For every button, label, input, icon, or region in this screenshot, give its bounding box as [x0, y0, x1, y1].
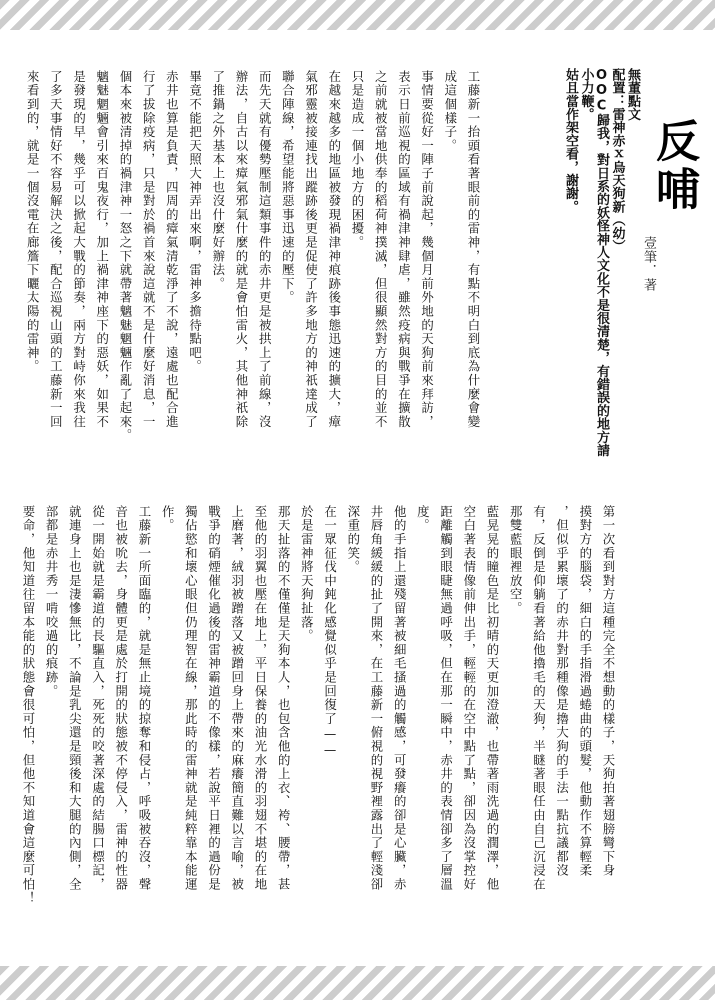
- story-line: 第一次看到對方這種完全不想動的樣子，天狗拍著翅膀彎下身: [601, 505, 616, 878]
- story-line: 至他的羽翼也壓在地上，平日保養的油光水滑的羽翅不堪的在地: [252, 505, 268, 892]
- story-line: ，但似乎累壞了的赤井對那種像是擼大狗的手法一點抗議都沒: [554, 505, 570, 878]
- story-line: 只是造成一個小地方的困擾。: [349, 70, 365, 250]
- note-line: OOC歸我，對日系的妖怪神人文化不是很清楚，有錯誤的地方請: [594, 68, 609, 457]
- story-line: 行了拔除疫病，只是對於禍首來說這就不是什麼好消息，一: [141, 70, 157, 429]
- story-line: 深重的笑。: [345, 505, 361, 574]
- story-line: 了推鍋之外基本上也沒什麼好辦法。: [210, 70, 226, 291]
- story-line: 事情要從好一陣子前說起，幾個月前外地的天狗前來拜訪，: [419, 70, 435, 429]
- note-line: 姑且當作架空看，謝謝。: [563, 68, 578, 214]
- story-line: 那天扯落的不僅僅是天狗本人，也包含他的上衣、袴、腰帶，甚: [276, 505, 292, 892]
- story-line: 度。: [415, 505, 431, 533]
- story-line: 他的手指上還殘留著被細毛搔過的觸感，可發癢的卻是心臟，赤: [392, 505, 408, 892]
- bottom-hatch-border: [0, 966, 715, 1000]
- note-line: 無董點文: [625, 68, 640, 121]
- story-line: 辦法，自古以來瘴氣邪氣什麼的就是會怕雷火，其他神祇除: [233, 70, 249, 429]
- story-line: 赤井也算是負責，四周的瘴氣清乾淨了不說，遠處也配合進: [164, 70, 180, 429]
- story-line: 獨佔慾和壞心眼但仍理智在線，那此時的雷神就是純粹靠本能運: [183, 505, 199, 892]
- author-note: [545, 68, 640, 457]
- story-line: 有，反倒是仰躺看著給他擼毛的天狗，半瞇著眼任由自己沉浸在: [531, 505, 547, 892]
- story-line: 就連身上也是淒慘無比，不論是乳尖還是頸後和大腿的內側，全: [67, 505, 83, 892]
- story-line: 那雙藍眼裡放空。: [508, 505, 524, 616]
- story-line: 於是雷神將天狗扯落。: [299, 505, 315, 643]
- story-line: 井唇角緩緩的扯了開來，在工藤新一俯視的視野裡露出了輕淺卻: [368, 505, 384, 892]
- story-lower-section: [20, 505, 620, 945]
- story-line: 空白著表情像前伸出手，輕輕的在空中點了點，卻因為沒掌控好: [461, 505, 477, 892]
- note-line: 配置：雷神赤ｘ烏天狗新（幼）: [609, 68, 625, 253]
- story-line: 作。: [160, 505, 176, 533]
- story-line: 工藤新一所面臨的，就是無止境的掠奪和侵占，呼吸被吞沒，聲: [136, 505, 152, 892]
- story-line: 摸對方的腦袋，細白的手指滑過蜷曲的頭髮，他動作不算輕柔: [577, 505, 593, 878]
- story-line: 在越來越多的地區被發現禍津神痕跡後事態迅速的擴大，瘴: [326, 70, 342, 429]
- story-line: 要命，他知道往留本能的狀態會很可怕，但他不知道會這麼可怕！: [20, 505, 36, 906]
- story-line: 藍晃晃的瞳色是比初晴的天更加澄澈，也帶著雨洗過的潤澤，他: [484, 505, 500, 892]
- story-line: 部都是赤井秀一啃咬過的痕跡。: [44, 505, 60, 699]
- story-line: 聯合陣線，希望能將惡事迅速的壓下。: [280, 70, 296, 305]
- story-upper-section: [25, 70, 485, 485]
- note-line: 小力鞭。: [578, 68, 594, 121]
- story-line: 在一眾征伐中鈍化感覺似乎是回復了——: [322, 505, 338, 759]
- story-line: 之前就被當地供奉的稻荷神撲滅，但很顯然對方的目的並不: [373, 70, 389, 429]
- author-credit: 壹筆．著: [641, 236, 656, 292]
- story-line: 音也被吮去，身體更是處於打開的狀態被不停侵入，雷神的性器: [113, 505, 129, 892]
- top-hatch-border: [0, 0, 715, 30]
- story-line: 成這個樣子。: [442, 70, 458, 153]
- page-title: 反哺: [648, 118, 699, 214]
- story-line: 工藤新一抬頭看著眼前的雷神，有點不明白到底為什麼會變: [466, 70, 481, 429]
- story-line: 從一開始就是霸道的長驅直入，死死的咬著深處的結腸口標記，: [90, 505, 106, 892]
- story-line: 而先天就有優勢壓制這類事件的赤井更是被拱上了前線，沒: [257, 70, 273, 429]
- story-line: 距離觸到眼睫無過呼吸，但在那一瞬中，赤井的表情卻多了層溫: [438, 505, 454, 892]
- story-line: 戰爭的硝煙催化過後的雷神霸道的不像樣，若說平日裡的過份是: [206, 505, 222, 892]
- story-line: 上磨著，絨羽被蹭落又被蹭回身上帶來的麻癢簡直難以言喻，被: [229, 505, 245, 892]
- story-line: 了多天事情好不容易解決之後，配合巡視山頭的工藤新一回: [48, 70, 64, 429]
- story-line: 畢竟不能把天照大神弄出來啊，雷神多擔待點吧。: [187, 70, 203, 374]
- story-line: 是發現的早，幾乎可以掀起大戰的節奏，兩方對峙你來我往: [71, 70, 87, 429]
- story-line: 表示日前巡視的區域有禍津神肆虐，雖然疫病與戰爭在擴散: [396, 70, 412, 429]
- story-line: 魑魅魍魎會引來百鬼夜行，加上禍津神座下的惡妖，如果不: [94, 70, 110, 429]
- story-line: 個本來被清掉的禍津神一怒之下就帶著魑魅魍魎作亂了起來。: [117, 70, 133, 443]
- story-line: 來看到的，就是一個沒電在廊簷下曬太陽的雷神。: [25, 70, 41, 374]
- story-line: 氣邪靈被接連找出蹤跡後更是促使了許多地方的神祇達成了: [303, 70, 319, 429]
